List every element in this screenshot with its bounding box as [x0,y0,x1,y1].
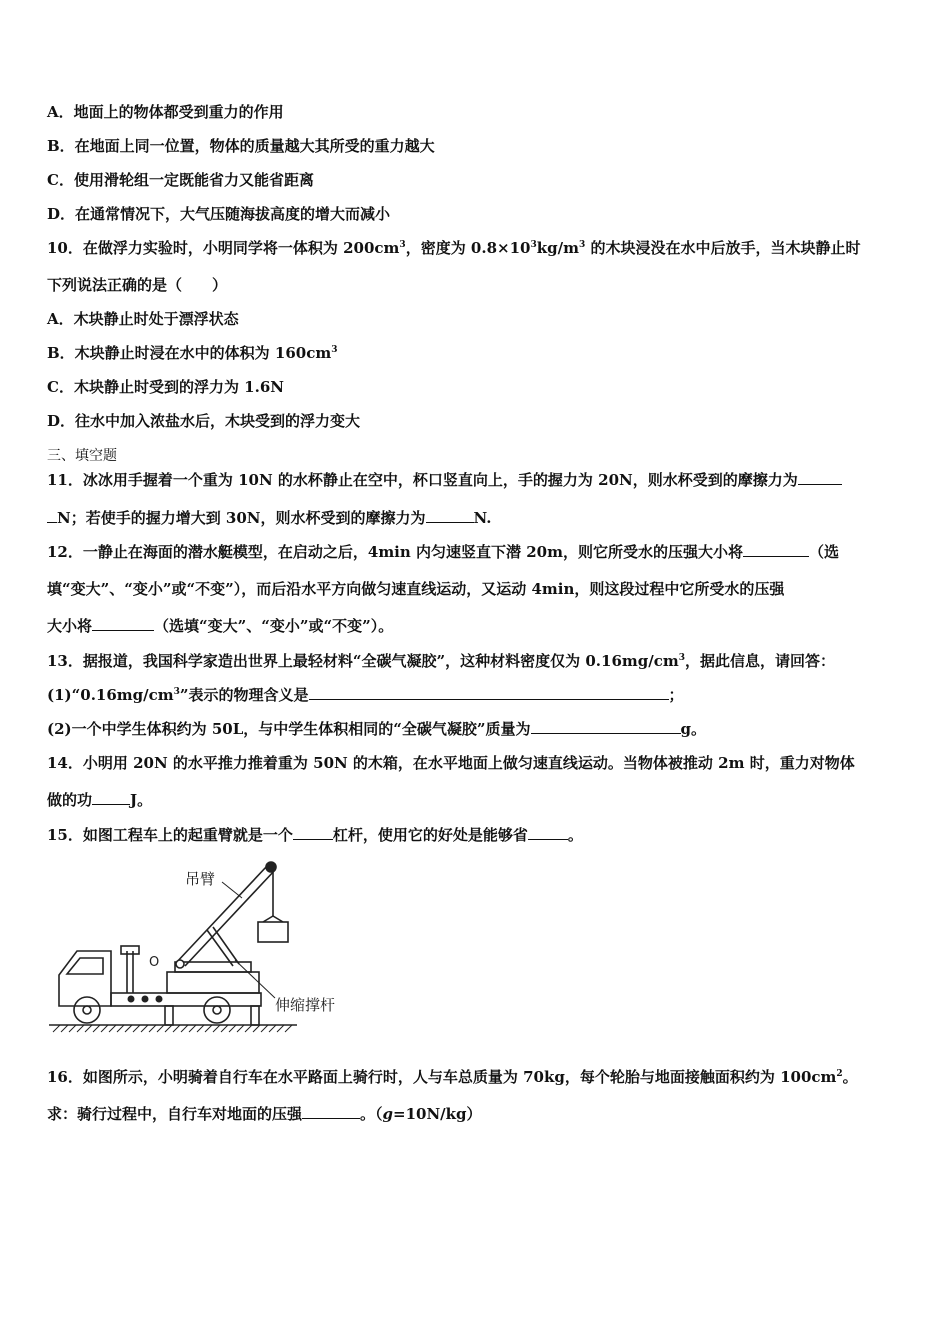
q12-line1: 12．一静止在海面的潜水艇模型，在启动之后，4min 内匀速竖直下潜 20m，则它所受水的压强大小将 （选 [47,543,839,561]
q13-line1: 13．据报道，我国科学家造出世界上最轻材料“全碳气凝胶”，这种材料密度仅为 $0.16mg/cm^3$，据此信息，请回答： [47,652,836,670]
q12-blank-2[interactable] [92,615,154,631]
q9-option-a: A．地面上的物体都受到重力的作用 [47,103,284,121]
q13-blank-2[interactable] [531,718,681,734]
q14-line2: 做的功 J。 [47,791,153,809]
section-title-fill-blank: 三、填空题 [47,448,117,464]
label-pivot-o: O [149,955,160,970]
q11-blank-2[interactable] [426,507,474,523]
q10-option-b: B．木块静止时浸在水中的体积为 $160cm^3$ [47,344,338,362]
q15-line: 15．如图工程车上的起重臂就是一个 杠杆，使用它的好处是能够省 。 [47,826,583,844]
q14-line1: 14．小明用 20N 的水平推力推着重为 50N 的木箱，在水平地面上做匀速直线运动。当物体被推动 2m 时，重力对物体 [47,754,855,772]
label-telescopic-strut: 伸缩撑杆 [275,996,336,1014]
q13-line3: (2)一个中学生体积约为 50L，与中学生体积相同的“全碳气凝胶”质量为 g。 [47,720,707,738]
q9-option-c: C．使用滑轮组一定既能省力又能省距离 [47,171,314,189]
crane-truck-figure [47,848,367,1040]
q11-blank-1-cont[interactable] [47,507,57,523]
q16-blank[interactable] [302,1103,360,1119]
q13-blank-1[interactable] [309,684,669,700]
q9-option-d: D．在通常情况下，大气压随海拔高度的增大而减小 [47,205,391,223]
q15-blank-1[interactable] [293,824,333,840]
q11-line2: N；若使手的握力增大到 30N，则水杯受到的摩擦力为 N. [47,507,913,529]
label-boom: 吊臂 [185,870,216,888]
wheel-rear [204,997,230,1023]
q14-blank[interactable] [92,789,130,805]
q10-stem: 10．在做浮力实验时，小明同学将一体积为 $200cm^3$，密度为 $0.8\times 10^3kg/m^3$ 的木块浸没在水中后放手，当木块静止时 [47,239,861,257]
q12-blank-1[interactable] [743,541,809,557]
q10-option-a: A．木块静止时处于漂浮状态 [47,310,239,328]
q10-option-c: C．木块静止时受到的浮力为 1.6N [47,378,284,396]
wheel-front [74,997,100,1023]
q16-line2: 求：骑行过程中，自行车对地面的压强 。（g=10N/kg） [47,1105,482,1123]
q12-line2: 填“变大”、“变小”或“不变”），而后沿水平方向做匀速直线运动，又运动 4min，则这段过程中它所受水的压强 [47,580,785,598]
q12-line3: 大小将 （选填“变大”、“变小”或“不变”）。 [47,617,394,635]
q11-blank-1[interactable] [798,469,842,485]
q10-stem-line2: 下列说法正确的是（ ） [47,276,228,294]
q11-line1: 11．冰冰用手握着一个重为 10N 的水杯静止在空中，杯口竖直向上，手的握力为 20N，则水杯受到的摩擦力为 [47,469,913,491]
q15-blank-2[interactable] [528,824,568,840]
q9-option-b: B．在地面上同一位置，物体的质量越大其所受的重力越大 [47,137,435,155]
ground-hatching [53,1025,292,1032]
q13-line2: $(1)“0.16mg/cm^3$”表示的物理含义是 ； [47,686,684,704]
crane-base [167,972,259,993]
q10-option-d: D．往水中加入浓盐水后，木块受到的浮力变大 [47,412,361,430]
telescopic-strut [207,930,233,966]
cab-window [67,958,103,974]
crane-load [258,922,288,942]
q16-line1: 16．如图所示，小明骑着自行车在水平路面上骑行时，人与车总质量为 70kg，每个轮胎与地面接触面积约为 $100cm^2$。 [47,1068,858,1086]
